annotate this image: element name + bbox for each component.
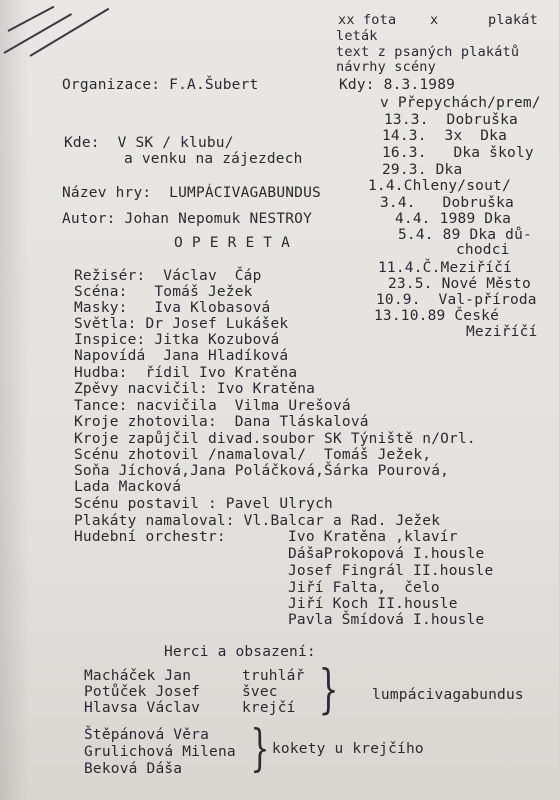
- credit-line: Lada Macková: [74, 479, 182, 495]
- date-entry: 4.4. 1989 Dka: [395, 211, 512, 227]
- header-x: x: [430, 12, 439, 28]
- actor-name: Štěpánová Věra: [84, 727, 210, 743]
- header-foto: xx fota: [338, 12, 397, 28]
- orchestr-member: Ivo Kratěna ,klavír: [288, 529, 458, 545]
- credit-line: Tance: nacvičila Vilma Urešová: [74, 398, 351, 414]
- credit-line: Zpěvy nacvičil: Ivo Kratěna: [74, 381, 316, 397]
- date-entry: 10.9. Val-příroda: [376, 292, 537, 308]
- orchestr-member: Josef Fingrál II.housle: [288, 563, 494, 579]
- header-text: text z psaných plakátů: [336, 44, 520, 60]
- date-entry: 11.4.Č.Meziříčí: [378, 260, 512, 276]
- date-entry: v Přepychách/prem/: [380, 95, 541, 111]
- role-name: truhlář: [242, 668, 305, 684]
- date-entry: 1.4.Chleny/sout/: [368, 178, 511, 194]
- credit-line: Napovídá Jana Hladíková: [74, 348, 289, 364]
- organizace-line: Organizace: F.A.Šubert: [62, 77, 259, 93]
- credit-line: Plakáty namaloval: Vl.Balcar a Rad. Ježek: [74, 513, 441, 529]
- actor-name: Hlavsa Václav: [84, 700, 201, 716]
- role-name: švec: [242, 684, 278, 700]
- orchestr-member: DášaProkopová I.housle: [288, 546, 485, 562]
- actor-name: Macháček Jan: [84, 668, 192, 684]
- nazev-hry: Název hry: LUMPÁCIVAGABUNDUS: [62, 185, 321, 201]
- credit-line: Masky: Iva Klobasová: [74, 300, 271, 316]
- date-entry: 3.4. Dobruška: [380, 195, 514, 211]
- role-name: krejčí: [242, 700, 296, 716]
- orchestr-member: Pavla Šmídová I.housle: [288, 612, 485, 628]
- kdy-line: Kdy: 8.3.1989: [339, 77, 456, 93]
- actor-name: Beková Dáša: [84, 761, 183, 777]
- orchestr-member: Jiří Koch II.housle: [288, 596, 458, 612]
- brace-group-2: }: [250, 719, 270, 777]
- page-edge-shadow: [0, 0, 30, 800]
- date-entry: 16.3. Dka školy: [382, 145, 534, 161]
- date-entry: 13.10.89 České: [374, 308, 500, 324]
- credit-line: Scénu postavil : Pavel Ulrych: [74, 496, 333, 512]
- credit-line: Kroje zhotovila: Dana Tláskalová: [74, 414, 369, 430]
- actor-name: Potůček Josef: [84, 684, 201, 700]
- group-1-label: lumpácivagabundus: [372, 687, 524, 703]
- orchestr-label: Hudební orchestr:: [74, 529, 226, 545]
- autor-line: Autor: Johan Nepomuk NESTROY: [62, 211, 313, 227]
- header-navrhy: návrhy scény: [336, 59, 436, 75]
- orchestr-member: Jiří Falta, čelo: [288, 580, 440, 596]
- date-entry: 13.3. Dobruška: [384, 112, 518, 128]
- herci-heading: Herci a obsazení:: [164, 644, 316, 660]
- credit-line: Světla: Dr Josef Lukášek: [74, 316, 289, 332]
- actor-name: Grulichová Milena: [84, 744, 236, 760]
- date-entry: 23.5. Nové Město: [388, 276, 531, 292]
- credit-line: Inspice: Jitka Kozubová: [74, 332, 280, 348]
- credit-line: Kroje zapůjčil divad.soubor SK Týniště n/Orl.: [74, 431, 476, 447]
- date-entry: 14.3. 3x Dka: [382, 128, 508, 144]
- date-entry: Meziříčí: [466, 324, 538, 340]
- kde-line-2: a venku na zájezdech: [124, 151, 303, 167]
- credit-line: Scénu zhotovil /namaloval/ Tomáš Ježek,: [74, 447, 432, 463]
- credit-line: Režisér: Václav Čáp: [74, 268, 262, 284]
- genre-opereta: O P E R E T A: [174, 235, 291, 251]
- date-entry: 29.3. Dka: [382, 162, 463, 178]
- credit-line: Soňa Jíchová,Jana Poláčková,Šárka Pourová,: [74, 463, 450, 479]
- date-entry: chodci: [456, 242, 510, 258]
- credit-line: Hudba: řídil Ivo Kratěna: [74, 365, 298, 381]
- kde-line-1: Kde: V SK / klubu/: [64, 135, 234, 151]
- header-letak: leták: [336, 28, 378, 44]
- date-entry: 5.4. 89 Dka dů-: [398, 227, 532, 243]
- header-plakat: plakát: [488, 12, 538, 28]
- group-2-label: kokety u krejčího: [272, 741, 424, 757]
- credit-line: Scéna: Tomáš Ježek: [74, 284, 253, 300]
- brace-group-1: }: [318, 660, 339, 720]
